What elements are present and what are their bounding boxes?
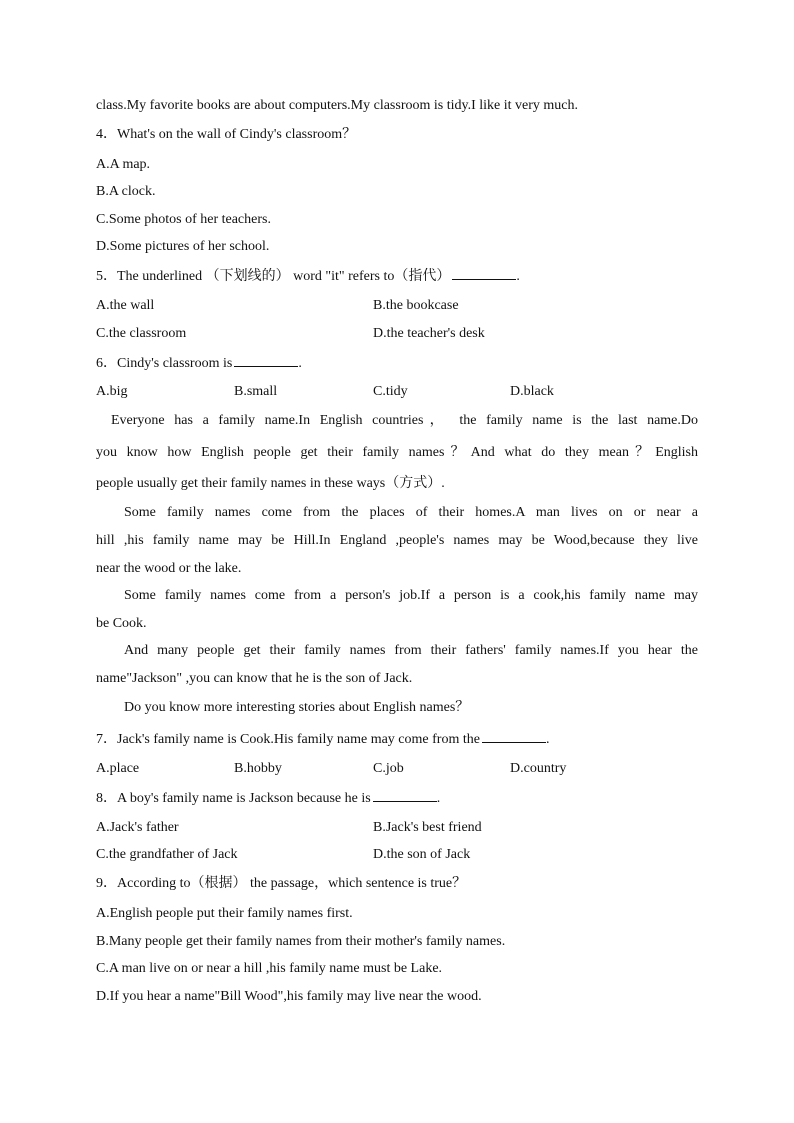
passage2-p2-line3: near the wood or the lake. [96,561,242,576]
q8-option-d: D.the son of Jack [373,847,471,862]
passage2-p3-line2: be Cook. [96,616,147,631]
q8-answer-blank [373,789,437,802]
q7-option-c: C.job [373,761,404,776]
q4-option-b: B.A clock. [96,184,156,199]
q4-stem: 4．What's on the wall of Cindy's classroom？ [96,127,357,142]
passage2-p3-line1: Some family names come from a person's job.If a person is a cook,his family name may [124,588,698,603]
q5-option-b: B.the bookcase [373,298,459,313]
q7-answer-blank [482,730,546,743]
q8-stem-end: . [436,791,441,806]
q9-stem: 9．According to（根据） the passage，which sentence is true？ [96,876,467,891]
q4-option-a: A.A map. [96,157,151,172]
q8-option-a: A.Jack's father [96,820,179,835]
q8-option-c: C.the grandfather of Jack [96,847,238,862]
q5-option-a: A.the wall [96,298,155,313]
passage2-p5: Do you know more interesting stories about English names？ [124,700,470,715]
q5-stem-end: . [516,269,520,284]
q8-stem-line [96,789,440,808]
q9-option-d: D.If you hear a name"Bill Wood",his family may live near the wood. [96,989,482,1004]
q6-option-d: D.black [510,384,554,399]
passage2-p1-line1: Everyone has a family name.In English countries， the family name is the last name.Do [111,413,698,428]
q7-option-d: D.country [510,761,567,776]
q4-option-d: D.Some pictures of her school. [96,239,270,254]
q7-stem-end: . [545,732,550,747]
q4-option-c: C.Some photos of her teachers. [96,212,271,227]
passage2-p4-line1: And many people get their family names from their fathers' family names.If you hear the [124,643,698,658]
passage2-p2-line1: Some family names come from the places of their homes.A man lives on or near a [124,505,698,520]
q6-stem: 6．Cindy's classroom is [96,356,233,371]
passage1-end-line: class.My favorite books are about computers.My classroom is tidy.I like it very much. [96,98,578,113]
passage2-p2-line2: hill ,his family name may be Hill.In England ,people's names may be Wood,because they live [96,533,698,548]
q8-stem: 8．A boy's family name is Jackson because he is [96,791,371,806]
q6-stem-end: . [298,356,302,371]
q9-option-a: A.English people put their family names first. [96,906,353,921]
q6-answer-blank [234,354,298,367]
passage2-p4-line2: name"Jackson" ,you can know that he is the son of Jack. [96,671,413,686]
q5-answer-blank [452,267,516,280]
q5-option-d: D.the teacher's desk [373,326,485,341]
q7-option-b: B.hobby [234,761,282,776]
q7-stem: 7．Jack's family name is Cook.His family name may come from the [96,732,480,747]
q6-option-c: C.tidy [373,384,408,399]
q5-option-c: C.the classroom [96,326,187,341]
q5-stem-line [96,267,520,286]
q6-option-b: B.small [234,384,278,399]
q9-option-b: B.Many people get their family names from their mother's family names. [96,934,506,949]
q7-option-a: A.place [96,761,140,776]
q5-stem: 5．The underlined （下划线的） word "it" refers to（指代） [96,269,451,284]
q8-option-b: B.Jack's best friend [373,820,482,835]
passage2-p1-line3: people usually get their family names in these ways（方式）. [96,476,445,491]
q6-stem-line [96,354,302,373]
q9-option-c: C.A man live on or near a hill ,his family name must be Lake. [96,961,443,976]
passage2-p1-line2: you know how English people get their family names？And what do they mean？English [96,445,698,460]
q7-stem-line [96,730,549,749]
q6-option-a: A.big [96,384,128,399]
